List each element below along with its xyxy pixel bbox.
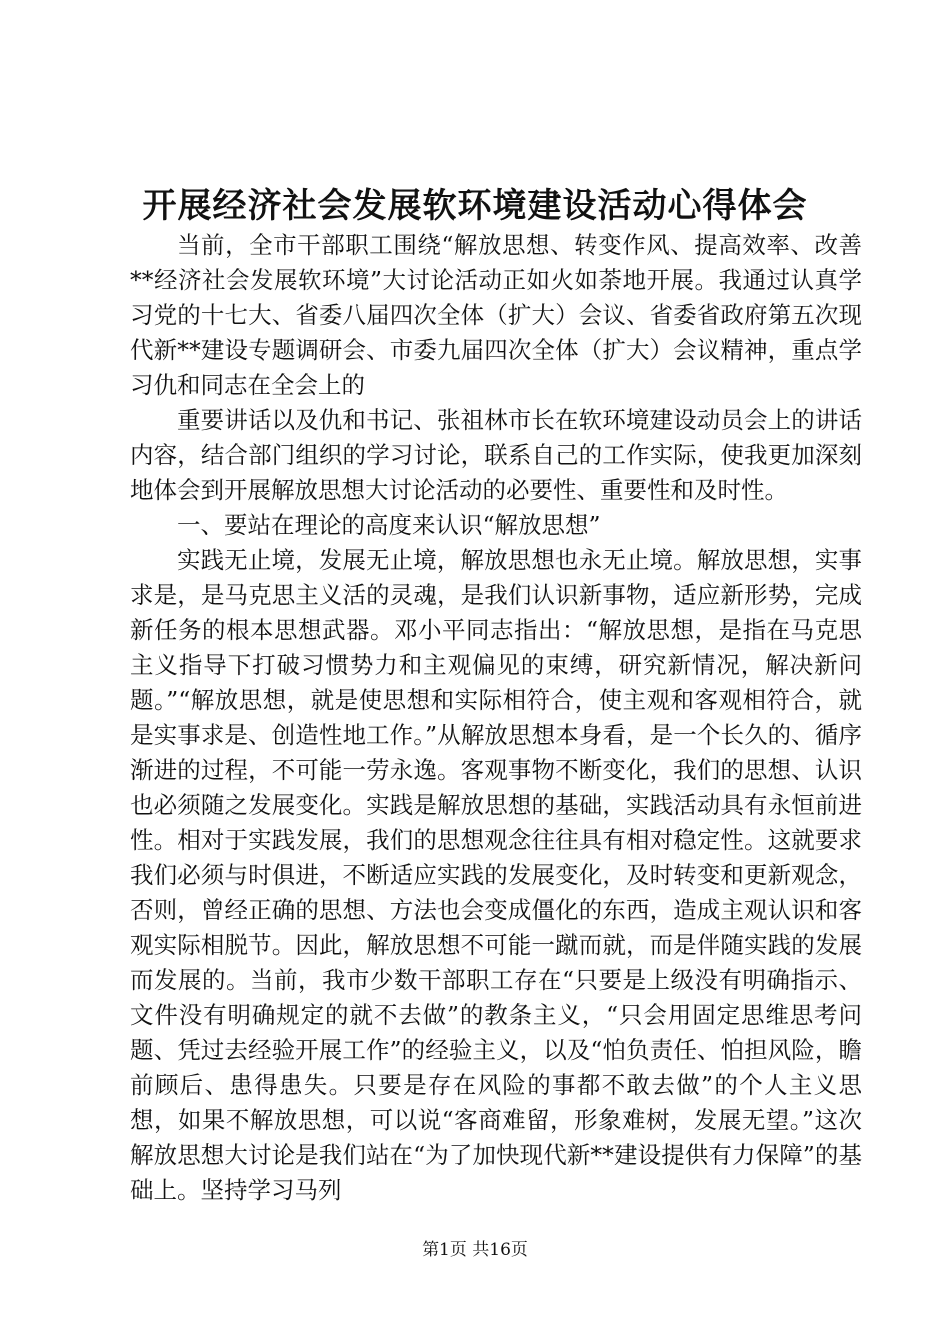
paragraph-continuation: 重要讲话以及仇和书记、张祖林市长在软环境建设动员会上的讲话内容，结合部门组织的学习讨论，联系自己的工作实际，使我更加深刻地体会到开展解放思想大讨论活动的必要性、重要性和及时性。 xyxy=(130,406,862,504)
section-heading-1: 一、要站在理论的高度来认识“解放思想” xyxy=(177,511,601,539)
paragraph-intro: 当前，全市干部职工围绕“解放思想、转变作风、提高效率、改善**经济社会发展软环境”大讨论活动正如火如荼地开展。我通过认真学习党的十七大、省委八届四次全体（扩大）会议、省委省政府第五次现代新**建设专题调研会、市委九届四次全体（扩大）会议精神，重点学习仇和同志在全会上的 xyxy=(130,231,862,399)
document-title: 开展经济社会发展软环境建设活动心得体会 xyxy=(142,186,808,226)
page-number-footer: 第1页 共16页 xyxy=(422,1240,528,1260)
document-body xyxy=(130,228,862,1208)
paragraph-section-1: 实践无止境，发展无止境，解放思想也永无止境。解放思想，实事求是，是马克思主义活的灵魂，是我们认识新事物，适应新形势，完成新任务的根本思想武器。邓小平同志指出：“解放思想，是指在马克思主义指导下打破习惯势力和主观偏见的束缚，研究新情况，解决新问题。”“解放思想，就是使思想和实际相符合，使主观和客观相符合，就是实事求是、创造性地工作。”从解放思想本身看，是一个长久的、循序渐进的过程，不可能一劳永逸。客观事物不断变化，我们的思想、认识也必须随之发展变化。实践是解放思想的基础，实践活动具有永恒前进性。相对于实践发展，我们的思想观念往往具有相对稳定性。这就要求我们必须与时俱进，不断适应实践的发展变化，及时转变和更新观念，否则，曾经正确的思想、方法也会变成僵化的东西，造成主观认识和客观实际相脱节。因此，解放思想不可能一蹴而就，而是伴随实践的发展而发展的。当前，我市少数干部职工存在“只要是上级没有明确指示、文件没有明确规定的就不去做”的教条主义，“只会用固定思维思考问题、凭过去经验开展工作”的经验主义，以及“怕负责任、怕担风险，瞻前顾后、患得患失。只要是存在风险的事都不敢去做”的个人主义思想，如果不解放思想，可以说“客商难留，形象难树，发展无望。”这次解放思想大讨论是我们站在“为了加快现代新**建设提供有力保障”的基础上。坚持学习马列 xyxy=(130,546,862,1204)
